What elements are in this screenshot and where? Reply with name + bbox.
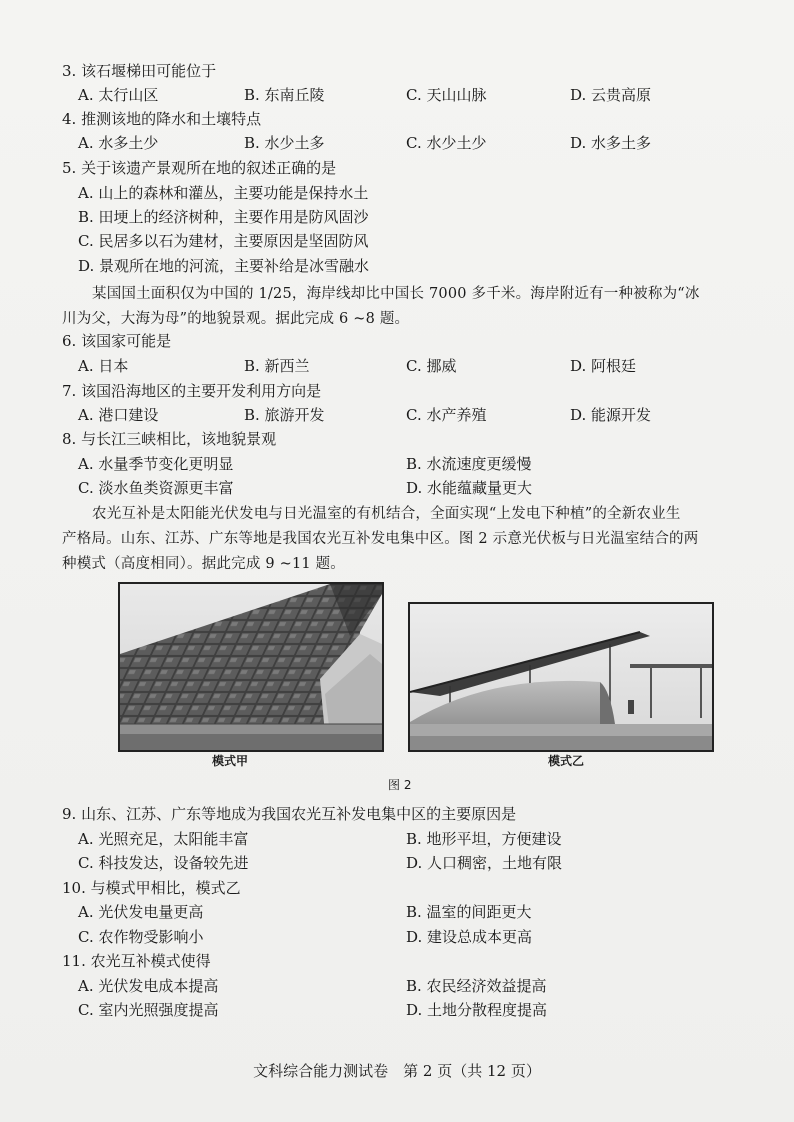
question-5-option-d: D. 景观所在地的河流，主要补给是冰雪融水 [78,257,370,275]
question-9-option-a: A. 光照充足，太阳能丰富 [78,830,249,848]
question-3-option-b: B. 东南丘陵 [244,86,325,104]
question-10-option-b: B. 温室的间距更大 [406,903,532,921]
passage-6-8-line-1: 某国国土面积仅为中国的 1/25，海岸线却比中国长 7000 多千米。海岸附近有一种被称为“冰 [92,286,700,302]
figure-caption-mode-a: 模式甲 [212,754,249,768]
passage-9-11-line-3: 种模式（高度相同）。据此完成 9 ~11 题。 [62,556,346,572]
question-8-option-b: B. 水流速度更缓慢 [406,455,532,473]
question-4-option-a: A. 水多土少 [78,134,159,152]
question-4-option-b: B. 水少土多 [244,134,325,152]
question-10-option-c: C. 农作物受影响小 [78,928,204,946]
question-11-option-d: D. 土地分散程度提高 [406,1001,548,1019]
question-11-stem: 11. 农光互补模式使得 [62,952,211,970]
question-10-stem: 10. 与模式甲相比，模式乙 [62,879,241,897]
page-footer: 文科综合能力测试卷 第 2 页（共 12 页） [253,1062,541,1080]
greenhouse-photo-mode-a [118,582,384,752]
question-9-option-d: D. 人口稠密，土地有限 [406,854,563,872]
question-3-option-a: A. 太行山区 [78,86,159,104]
question-9-option-b: B. 地形平坦，方便建设 [406,830,562,848]
question-7-option-b: B. 旅游开发 [244,406,325,424]
question-11-option-a: A. 光伏发电成本提高 [78,977,219,995]
figure-label: 图 2 [388,778,412,792]
greenhouse-photo-mode-b [408,602,714,752]
question-4-option-c: C. 水少土少 [406,134,487,152]
question-5-option-a: A. 山上的森林和灌丛，主要功能是保持水土 [78,184,369,202]
passage-6-8 [62,282,742,332]
question-8-stem: 8. 与长江三峡相比，该地貌景观 [62,430,277,448]
question-3-stem: 3. 该石堰梯田可能位于 [62,62,217,80]
passage-6-8-line-2: 川为父，大海为母”的地貌景观。据此完成 6 ~8 题。 [62,311,410,327]
passage-9-11-line-1: 农光互补是太阳能光伏发电与日光温室的有机结合，全面实现“上发电下种植”的全新农业生 [92,506,681,522]
passage-9-11-line-2: 产格局。山东、江苏、广东等地是我国农光互补发电集中区。图 2 示意光伏板与日光温室结合的两 [62,531,699,547]
question-4-stem: 4. 推测该地的降水和土壤特点 [62,110,262,128]
question-5-option-c: C. 民居多以石为建材，主要原因是坚固防风 [78,232,369,250]
question-10-option-a: A. 光伏发电量更高 [78,903,204,921]
question-5-option-b: B. 田埂上的经济树种，主要作用是防风固沙 [78,208,369,226]
question-5-stem: 5. 关于该遗产景观所在地的叙述正确的是 [62,159,337,177]
question-6-option-d: D. 阿根廷 [570,357,637,375]
question-9-stem: 9. 山东、江苏、广东等地成为我国农光互补发电集中区的主要原因是 [62,805,517,823]
question-9-option-c: C. 科技发达，设备较先进 [78,854,249,872]
question-3-option-d: D. 云贵高原 [570,86,652,104]
question-4-option-d: D. 水多土多 [570,134,652,152]
question-3-option-c: C. 天山山脉 [406,86,487,104]
passage-9-11 [62,502,742,577]
question-8-option-c: C. 淡水鱼类资源更丰富 [78,479,234,497]
question-10-option-d: D. 建设总成本更高 [406,928,533,946]
question-7-option-a: A. 港口建设 [78,406,159,424]
question-6-option-a: A. 日本 [78,357,129,375]
question-11-option-c: C. 室内光照强度提高 [78,1001,219,1019]
question-8-option-a: A. 水量季节变化更明显 [78,455,234,473]
figure-caption-mode-b: 模式乙 [548,754,585,768]
question-7-option-d: D. 能源开发 [570,406,652,424]
question-6-option-c: C. 挪威 [406,357,457,375]
question-6-stem: 6. 该国家可能是 [62,332,172,350]
question-6-option-b: B. 新西兰 [244,357,310,375]
question-11-option-b: B. 农民经济效益提高 [406,977,547,995]
question-8-option-d: D. 水能蕴藏量更大 [406,479,533,497]
question-7-stem: 7. 该国沿海地区的主要开发利用方向是 [62,382,322,400]
question-7-option-c: C. 水产养殖 [406,406,487,424]
